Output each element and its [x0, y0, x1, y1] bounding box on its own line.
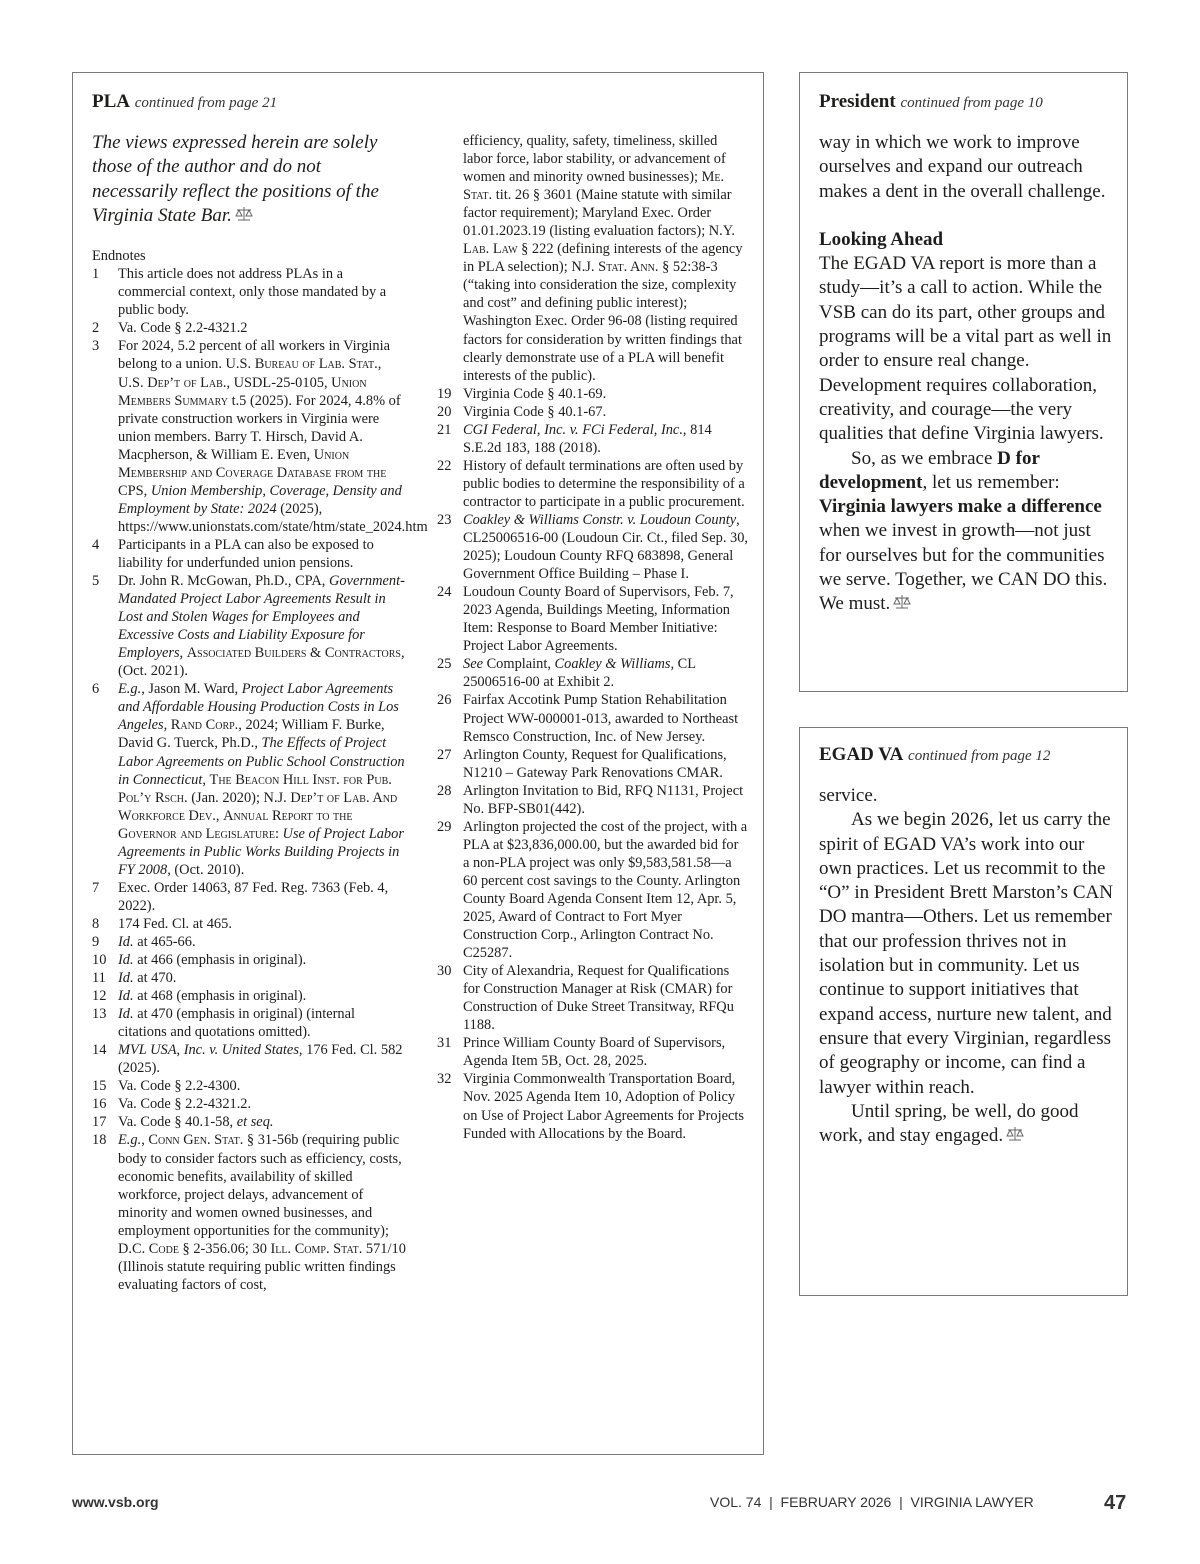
footer-website[interactable]: www.vsb.org	[72, 1494, 159, 1510]
president-box-header	[819, 91, 1043, 113]
endnote-text: Arlington projected the cost of the project, with a PLA at $23,836,000.00, but the awarded bid for a non-PLA project was only $9,583,581.58—a 60 percent cost savings to the County. Arlington County Board Agenda Consent Item 12, Apr. 5, 2025, Award of Contract to Fort Myer Construction Corp., Arlington Contract No. C25287.	[463, 818, 748, 962]
endnote-text: Coakley & Williams Constr. v. Loudoun County, CL25006516-00 (Loudoun Cir. Ct., filed Sep. 30, 2025); Loudoun County RFQ 683898, General Government Office Building – Phase I.	[463, 511, 749, 583]
endnote-number: 2	[92, 320, 100, 337]
endnote-number: 16	[92, 1096, 107, 1113]
egad-box-header	[819, 744, 1050, 766]
endnote-item	[92, 915, 406, 933]
scales-of-justice-icon	[234, 205, 254, 223]
endnote-number: 28	[437, 782, 452, 799]
endnote-text: Arlington County, Request for Qualifications, N1210 – Gateway Park Renovations CMAR.	[463, 746, 727, 781]
endnote-number: 19	[437, 385, 452, 402]
endnote-item	[92, 969, 406, 987]
endnote-number: 4	[92, 536, 100, 553]
endnote-text: City of Alexandria, Request for Qualifications for Construction Manager at Risk (CMAR) for Construction of Duke Street Transitway, RFQu 1188.	[463, 963, 734, 1034]
endnote-number: 26	[437, 692, 452, 709]
page-number: 47	[1104, 1492, 1127, 1514]
endnote-text: Virginia Code § 40.1-69.	[463, 385, 607, 402]
endnote-item	[92, 951, 406, 969]
endnote-number: 5	[92, 573, 100, 590]
endnote-text: 174 Fed. Cl. at 465.	[118, 915, 232, 932]
endnote-item	[92, 1131, 406, 1293]
endnote-item	[437, 782, 748, 818]
endnote-text: E.g., Jason M. Ward, Project Labor Agreements and Affordable Housing Production Costs in Los Angeles, Rand Corp., 2024; William F. Burke, David G. Tuerck, Ph.D., The Effects of Project Labor Agreements on Public School Construction in Connecticut, The Beacon Hill Inst. for Pub. Pol’y Rsch. (Jan. 2020); N.J. Dep’t of Lab. And Workforce Dev., Annual Report to the Governor and Legislature: Use of Project Labor Agreements in Public Works Building Projects in FY 2008, (Oct. 2010).	[118, 681, 405, 878]
endnote-item	[92, 1077, 406, 1095]
endnote-number: 6	[92, 681, 100, 698]
endnote-number: 7	[92, 879, 100, 896]
scales-of-justice-icon	[1005, 1125, 1025, 1143]
endnote-item	[437, 746, 748, 782]
egad-label: EGAD VA	[819, 744, 904, 765]
endnote-text: Va. Code § 2.2-4321.2.	[118, 1096, 252, 1113]
endnote-text: Virginia Commonwealth Transportation Board, Nov. 2025 Agenda Item 10, Adoption of Policy on Use of Project Labor Agreements for Projects Funded with Allocations by the Board.	[463, 1071, 744, 1142]
endnote-item	[92, 987, 406, 1005]
pla-continued: continued from page 21	[134, 95, 278, 111]
endnote-number: 17	[92, 1114, 107, 1131]
looking-ahead-subhead: Looking Ahead	[819, 228, 944, 250]
endnote-text: Id. at 465-66.	[118, 933, 196, 950]
endnote-item	[92, 1041, 406, 1077]
endnote-number: 24	[437, 584, 452, 601]
pla-article-box	[72, 72, 764, 1455]
disclaimer	[92, 131, 392, 228]
pla-box-header	[92, 91, 277, 113]
endnote-item	[92, 319, 406, 337]
endnote-text: Exec. Order 14063, 87 Fed. Reg. 7363 (Feb. 4, 2022).	[118, 879, 389, 914]
endnote-item	[92, 1095, 406, 1113]
endnote-number: 11	[92, 970, 106, 987]
footer-issue-info: VOL. 74 | FEBRUARY 2026 | VIRGINIA LAWYER	[710, 1494, 1034, 1510]
endnote-item	[437, 655, 748, 691]
endnote-text: Virginia Code § 40.1-67.	[463, 403, 607, 420]
endnote-text: E.g., Conn Gen. Stat. § 31-56b (requiring public body to consider factors such as efficiency, costs, economic benefits, availability of skilled workforce, project delays, advancement of minority and women owned businesses, and employment opportunities for the community); D.C. Code § 2-356.06; 30 Ill. Comp. Stat. 571/10 (Illinois statute requiring public written findings evaluating factors of cost,	[118, 1132, 406, 1293]
endnote-text: Va. Code § 40.1-58, et seq.	[118, 1114, 274, 1131]
endnote-item	[92, 536, 406, 572]
endnote-number: 22	[437, 457, 452, 474]
endnote-item	[437, 403, 748, 421]
endnote-18-continued: efficiency, quality, safety, timeliness, skilled labor force, labor stability, or advancement of women and minority owned businesses); Me. Stat. tit. 26 § 3601 (Maine statute with similar factor requirement); Maryland Exec. Order 01.01.2023.19 (listing evaluation factors); N.Y. Lab. Law § 222 (defining interests of the agency in PLA selection); N.J. Stat. Ann. § 52:38-3 (“taking into consideration the size, complexity and cost” and defining public interest); Washington Exec. Order 96-08 (listing required factors for consideration by written findings that clearly demonstrate use of a PLA will benefit interests of the public).	[463, 133, 743, 384]
endnote-number: 14	[92, 1042, 107, 1059]
endnote-item	[437, 1034, 748, 1070]
endnote-number: 1	[92, 266, 100, 283]
endnote-number: 23	[437, 511, 452, 528]
endnote-number: 25	[437, 656, 452, 673]
endnote-text: History of default terminations are often used by public bodies to determine the responsibility of a contractor to participate in a public procurement.	[463, 457, 745, 510]
endnotes-heading: Endnotes	[92, 248, 146, 265]
endnote-text: Dr. John R. McGowan, Ph.D., CPA, Government-Mandated Project Labor Agreements Result in Lost and Stolen Wages for Employees and Excessive Costs and Liability Exposure for Employers, Associated Builders & Contractors, (Oct. 2021).	[118, 573, 405, 680]
endnote-number: 27	[437, 746, 452, 763]
president-paragraph-2: The EGAD VA report is more than a study—it’s a call to action. While the VSB can do its part, other groups and programs will be a vital part as well in order to ensure real change. Development requires collaboration, creativity, and courage—the very qualities that define Virginia lawyers.	[819, 253, 1112, 445]
president-continued: continued from page 10	[900, 95, 1043, 111]
endnote-number: 8	[92, 915, 100, 932]
endnote-item	[437, 511, 748, 583]
endnote-text: CGI Federal, Inc. v. FCi Federal, Inc., 814 S.E.2d 183, 188 (2018).	[463, 421, 712, 456]
endnote-text: Loudoun County Board of Supervisors, Feb. 7, 2023 Agenda, Buildings Meeting, Information Item: Response to Board Member Initiative: Project Labor Agreements.	[463, 584, 734, 655]
egad-body	[819, 784, 1113, 1148]
egad-paragraph-3: Until spring, be well, do good work, and stay engaged.	[819, 1100, 1079, 1147]
president-label: President	[819, 91, 896, 112]
endnote-item	[92, 337, 428, 536]
disclaimer-text: The views expressed herein are solely those of the author and do not necessarily reflect the positions of the Virginia State Bar.	[92, 132, 379, 226]
president-paragraph-3: So, as we embrace D for development, let us remember: Virginia lawyers make a difference when we invest in growth—not just for ourselves but for the communities we serve. Together, we CAN DO this. We must.	[819, 447, 1108, 615]
endnote-number: 31	[437, 1035, 452, 1052]
endnote-text: Arlington Invitation to Bid, RFQ N1131, Project No. BFP-SB01(442).	[463, 782, 744, 817]
endnote-number: 12	[92, 988, 107, 1005]
endnote-item	[92, 1113, 406, 1131]
endnote-item	[437, 457, 748, 511]
endnote-item	[92, 879, 406, 915]
endnote-number: 3	[92, 338, 100, 355]
endnote-item	[437, 583, 748, 655]
endnote-item	[92, 1005, 406, 1041]
endnote-item	[437, 962, 748, 1034]
pla-right-column	[437, 132, 748, 1143]
endnote-text: See Complaint, Coakley & Williams, CL 25006516-00 at Exhibit 2.	[463, 656, 696, 691]
endnote-number: 18	[92, 1132, 107, 1149]
endnote-number: 20	[437, 403, 452, 420]
endnote-item	[437, 385, 748, 403]
endnote-text: For 2024, 5.2 percent of all workers in Virginia belong to a union. U.S. Bureau of Lab. Stat., U.S. Dep’t of Lab., USDL-25-0105, Union Members Summary t.5 (2025). For 2024, 4.8% of private construction workers in Virginia were union members. Barry T. Hirsch, David A. Macpherson, & William E. Even, Union Membership and Coverage Database from the CPS, Union Membership, Coverage, Density and Employment by State: 2024 (2025), https://www.unionstats.com/state/htm/state_2024.htm	[118, 338, 428, 535]
endnote-number: 10	[92, 952, 107, 969]
endnote-number: 21	[437, 421, 452, 438]
endnote-number: 29	[437, 818, 452, 835]
endnote-number: 32	[437, 1071, 452, 1088]
egad-paragraph-1: service.	[819, 785, 878, 806]
endnote-text: Participants in a PLA can also be exposed to liability for underfunded union pensions.	[118, 536, 374, 571]
endnote-item	[92, 933, 406, 951]
endnote-text: Va. Code § 2.2-4321.2	[118, 320, 248, 337]
egad-continued: continued from page 12	[908, 748, 1051, 764]
endnote-text: This article does not address PLAs in a commercial context, only those mandated by a public body.	[118, 266, 387, 319]
endnote-text: Id. at 470 (emphasis in original) (internal citations and quotations omitted).	[118, 1006, 355, 1041]
endnote-number: 9	[92, 933, 100, 950]
endnote-item	[437, 818, 748, 962]
endnotes-list-right	[437, 385, 748, 1143]
endnote-item	[92, 265, 406, 319]
endnote-number: 15	[92, 1078, 107, 1095]
scales-of-justice-icon	[892, 593, 912, 611]
endnote-number: 30	[437, 963, 452, 980]
endnote-text: Id. at 466 (emphasis in original).	[118, 952, 307, 969]
endnote-text: MVL USA, Inc. v. United States, 176 Fed. Cl. 582 (2025).	[118, 1042, 403, 1077]
endnote-item	[92, 572, 406, 680]
pla-left-column	[92, 131, 428, 1294]
endnote-number: 13	[92, 1006, 107, 1023]
pla-label: PLA	[92, 91, 130, 112]
egad-paragraph-2: As we begin 2026, let us carry the spirit of EGAD VA’s work into our own practices. Let us recommit to the “O” in President Brett Marston’s CAN DO mantra—Others. Let us remember that our profession thrives not in isolation but in community. Let us continue to support initiatives that expand access, nurture new talent, and ensure that every Virginian, regardless of geography or income, can find a lawyer within reach.	[819, 809, 1113, 1098]
endnote-text: Id. at 470.	[118, 970, 177, 987]
endnotes-list-left	[92, 265, 428, 1294]
endnote-text: Fairfax Accotink Pump Station Rehabilitation Project WW-000001-013, awarded to Northeast Remsco Construction, Inc. of New Jersey.	[463, 692, 739, 745]
endnote-text: Prince William County Board of Supervisors, Agenda Item 5B, Oct. 28, 2025.	[463, 1035, 726, 1070]
president-article-box	[799, 72, 1128, 692]
endnote-item	[437, 1070, 748, 1142]
endnote-text: Id. at 468 (emphasis in original).	[118, 988, 307, 1005]
president-paragraph-1: way in which we work to improve ourselves and expand our outreach makes a dent in the overall challenge.	[819, 132, 1106, 202]
endnote-item	[437, 421, 748, 457]
endnote-item	[437, 691, 748, 745]
egad-article-box	[799, 727, 1128, 1296]
endnote-item	[92, 680, 406, 879]
president-body	[819, 131, 1113, 617]
endnote-text: Va. Code § 2.2-4300.	[118, 1078, 241, 1095]
